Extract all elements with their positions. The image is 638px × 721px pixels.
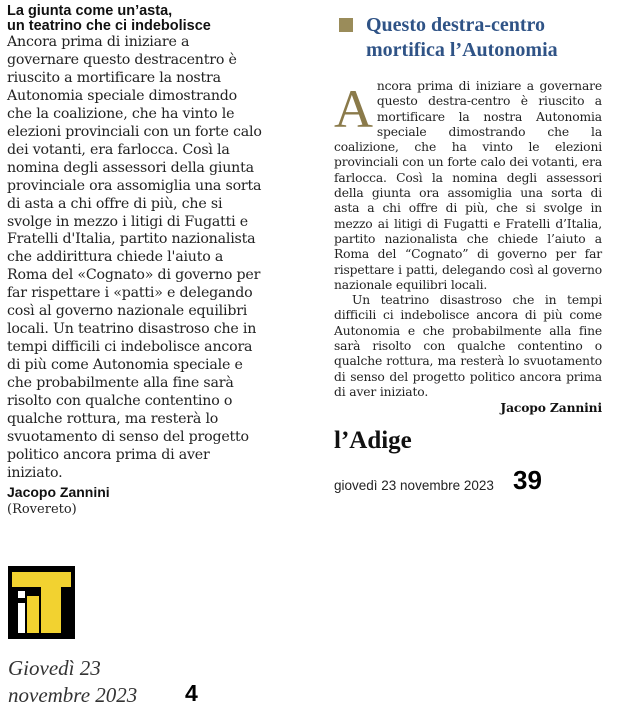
right-article-paragraph-2: Un teatrino disastroso che in tempi difficili ci indebolisce ancora di più come Autonomia e che probabilmente alla fine sarà risolto con qualche contentino o qualche rottura, ma resterà lo svuotamento di senso del progetto politico ancora prima di aver iniziato. [334,293,602,399]
right-title-line-2: mortifica l’Autonomia [366,39,558,61]
dropcap: A [334,79,373,139]
right-edition-date: giovedì 23 novembre 2023 [334,478,494,493]
left-article-city: (Rovereto) [7,501,77,517]
left-edition-date [8,655,137,709]
left-page-number: 4 [185,680,198,706]
right-article-title [366,13,602,63]
left-article-title [7,4,265,34]
right-article [334,13,602,416]
right-article-body [334,79,602,416]
left-title-line-2: un teatrino che ci indebolisce [7,18,211,34]
right-article-paragraph-1: ncora prima di iniziare a governare questo destra-centro è riuscito a mortificare la nostra Autonomia speciale dimostrando che la coalizione, che ha vinto le elezioni provinciali con un forte calo dei votanti, era farlocca. Così la nomina degli assessori della giunta ora assomiglia una sorta di asta a chi offre di più, che si svolge in mezzo ai litigi di Fugatti e Fratelli d’Italia, partito nazionalista che chiede l’aiuto a Roma del “Cognato” di governo per far rispettare i patti, delegando così al governo nazionale equilibri locali. [334,79,602,292]
right-article-author: Jacopo Zannini [500,400,602,416]
left-article-author: Jacopo Zannini [7,483,110,500]
left-article [7,4,265,518]
right-title-line-1: Questo destra-centro [366,14,546,36]
left-title-line-1: La giunta come un’asta, [7,3,173,19]
left-article-body: Ancora prima di iniziare a governare questo destracentro è riuscito a mortificare la nostra Autonomia speciale dimostrando che la coalizione, che ha vinto le elezioni provinciali con un forte calo dei votanti, era farlocca. Così la nomina degli assessori della giunta provinciale ora assomiglia una sorta di asta a chi offre di più, che si svolge in mezzo i litigi di Fugatti e Fratelli d'Italia, partito nazionalista che addirittura chiede l'aiuto a Roma del «Cognato» di governo per far rispettare i «patti» e delegando così al governo nazionale equilibri locali. Un teatrino disastroso che in tempi difficili ci indebolisce ancora di più come Autonomia speciale e che probabilmente alla fine sarà risolto con qualche contentino o qualche rottura, ma resterà lo svuotamento di senso del progetto politico ancora prima di aver iniziato. [7,34,262,481]
right-article-header [334,13,602,63]
right-page-number: 39 [513,465,542,495]
section-square-icon [339,18,353,32]
left-date-line-2: novembre 2023 [8,683,138,707]
it-logo [8,566,75,639]
newspaper-name: l’Adige [334,427,412,454]
left-date-line-1: Giovedì 23 [8,656,101,680]
